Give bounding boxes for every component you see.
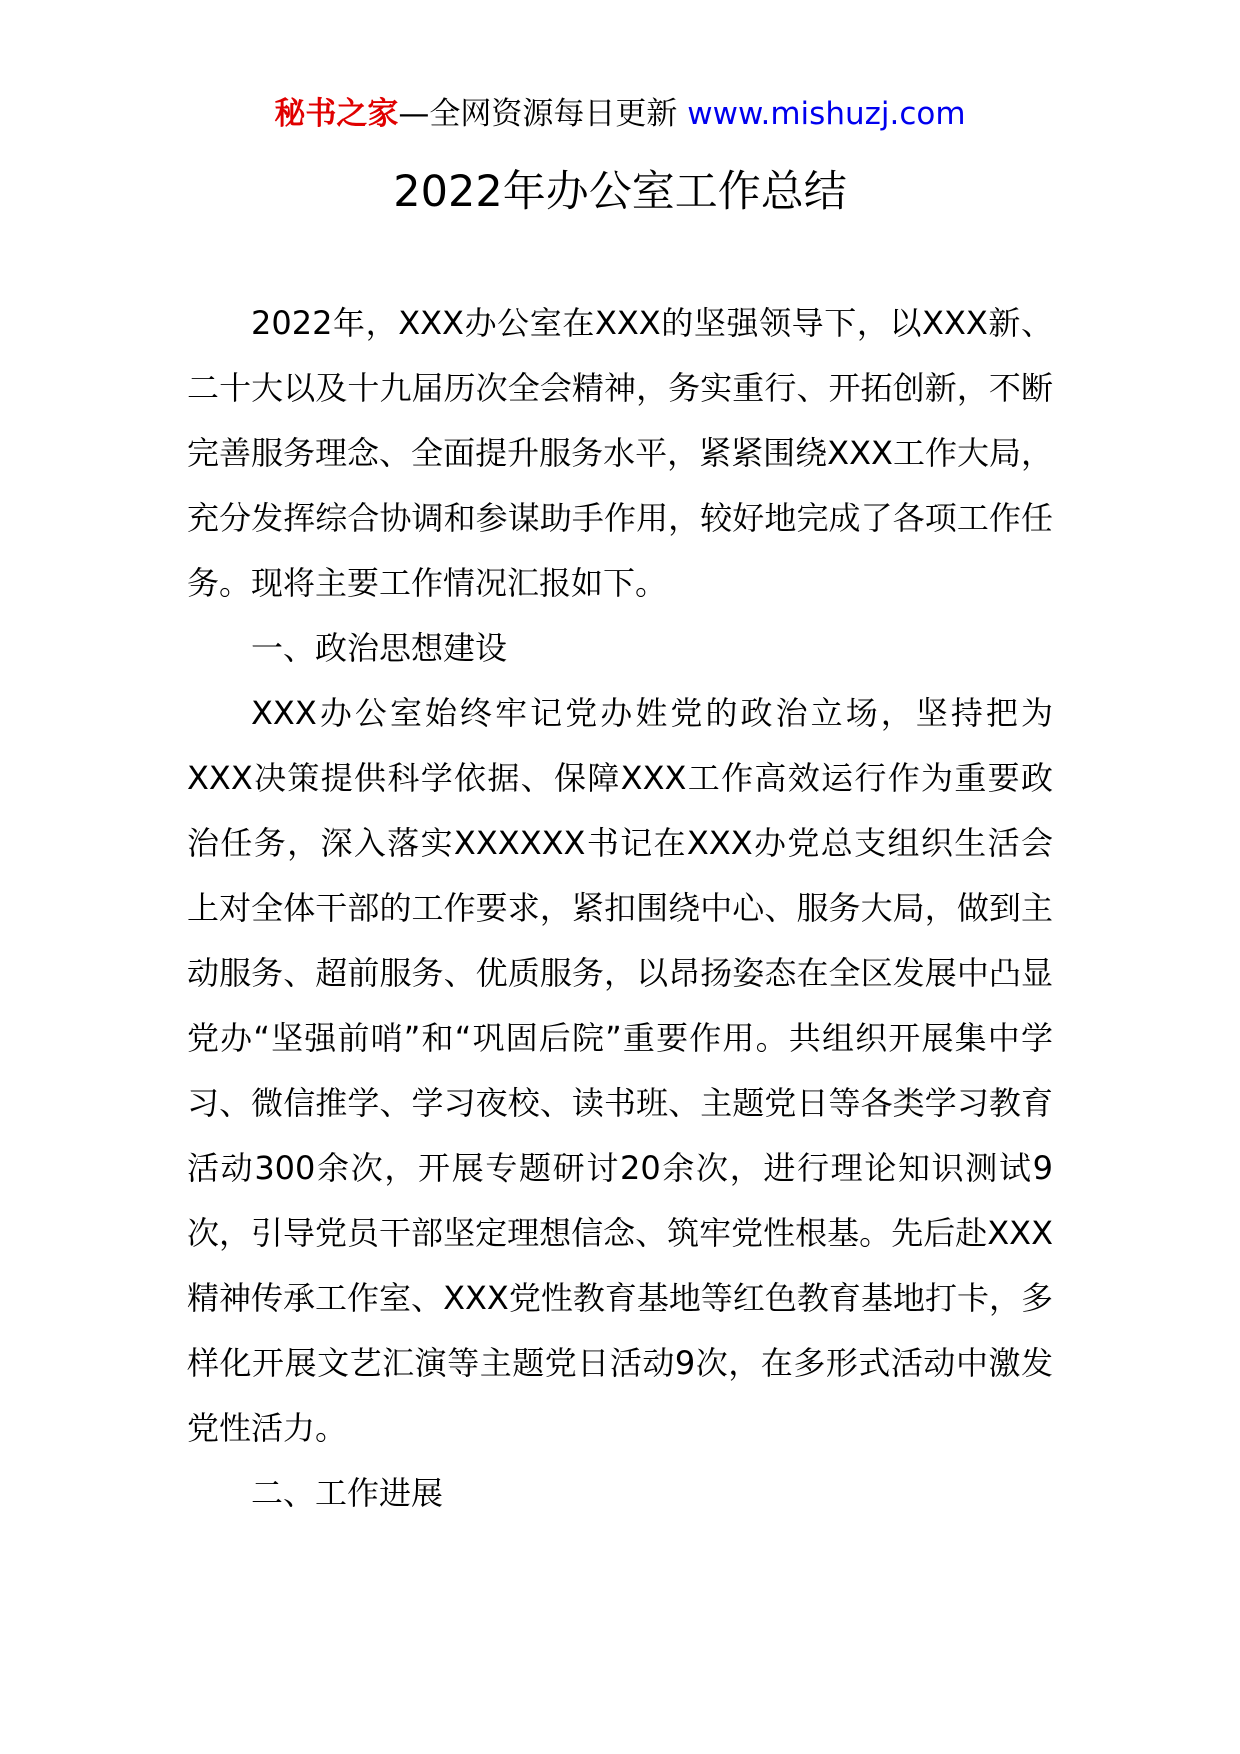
intro-paragraph: 2022年，XXX办公室在XXX的坚强领导下，以XXX新、二十大以及十九届历次全会精神，务实重行、开拓创新，不断完善服务理念、全面提升服务水平，紧紧围绕XXX工作大局，充分发挥综合协调和参谋助手作用，较好地完成了各项工作任务。现将主要工作情况汇报如下。 — [187, 304, 1053, 602]
section-heading-2: 二、工作进展 — [251, 1474, 444, 1512]
section-heading-1: 一、政治思想建设 — [251, 629, 508, 667]
site-header — [0, 94, 1240, 134]
site-url-link[interactable]: www.mishuzj.com — [687, 96, 966, 132]
site-brand: 秘书之家 — [274, 96, 399, 132]
document-title: 2022年办公室工作总结 — [393, 167, 847, 217]
document-body — [187, 291, 1053, 1526]
site-tagline: —全网资源每日更新 — [398, 96, 678, 132]
section-1-paragraph: XXX办公室始终牢记党办姓党的政治立场，坚持把为XXX决策提供科学依据、保障XXX工作高效运行作为重要政治任务，深入落实XXXXXX书记在XXX办党总支组织生活会上对全体干部的工作要求，紧扣围绕中心、服务大局，做到主动服务、超前服务、优质服务，以昂扬姿态在全区发展中凸显党办“坚强前哨”和“巩固后院”重要作用。共组织开展集中学习、微信推学、学习夜校、读书班、主题党日等各类学习教育活动300余次，开展专题研讨20余次，进行理论知识测试9次，引导党员干部坚定理想信念、筑牢党性根基。先后赴XXX精神传承工作室、XXX党性教育基地等红色教育基地打卡，多样化开展文艺汇演等主题党日活动9次，在多形式活动中激发党性活力。 — [187, 694, 1053, 1447]
